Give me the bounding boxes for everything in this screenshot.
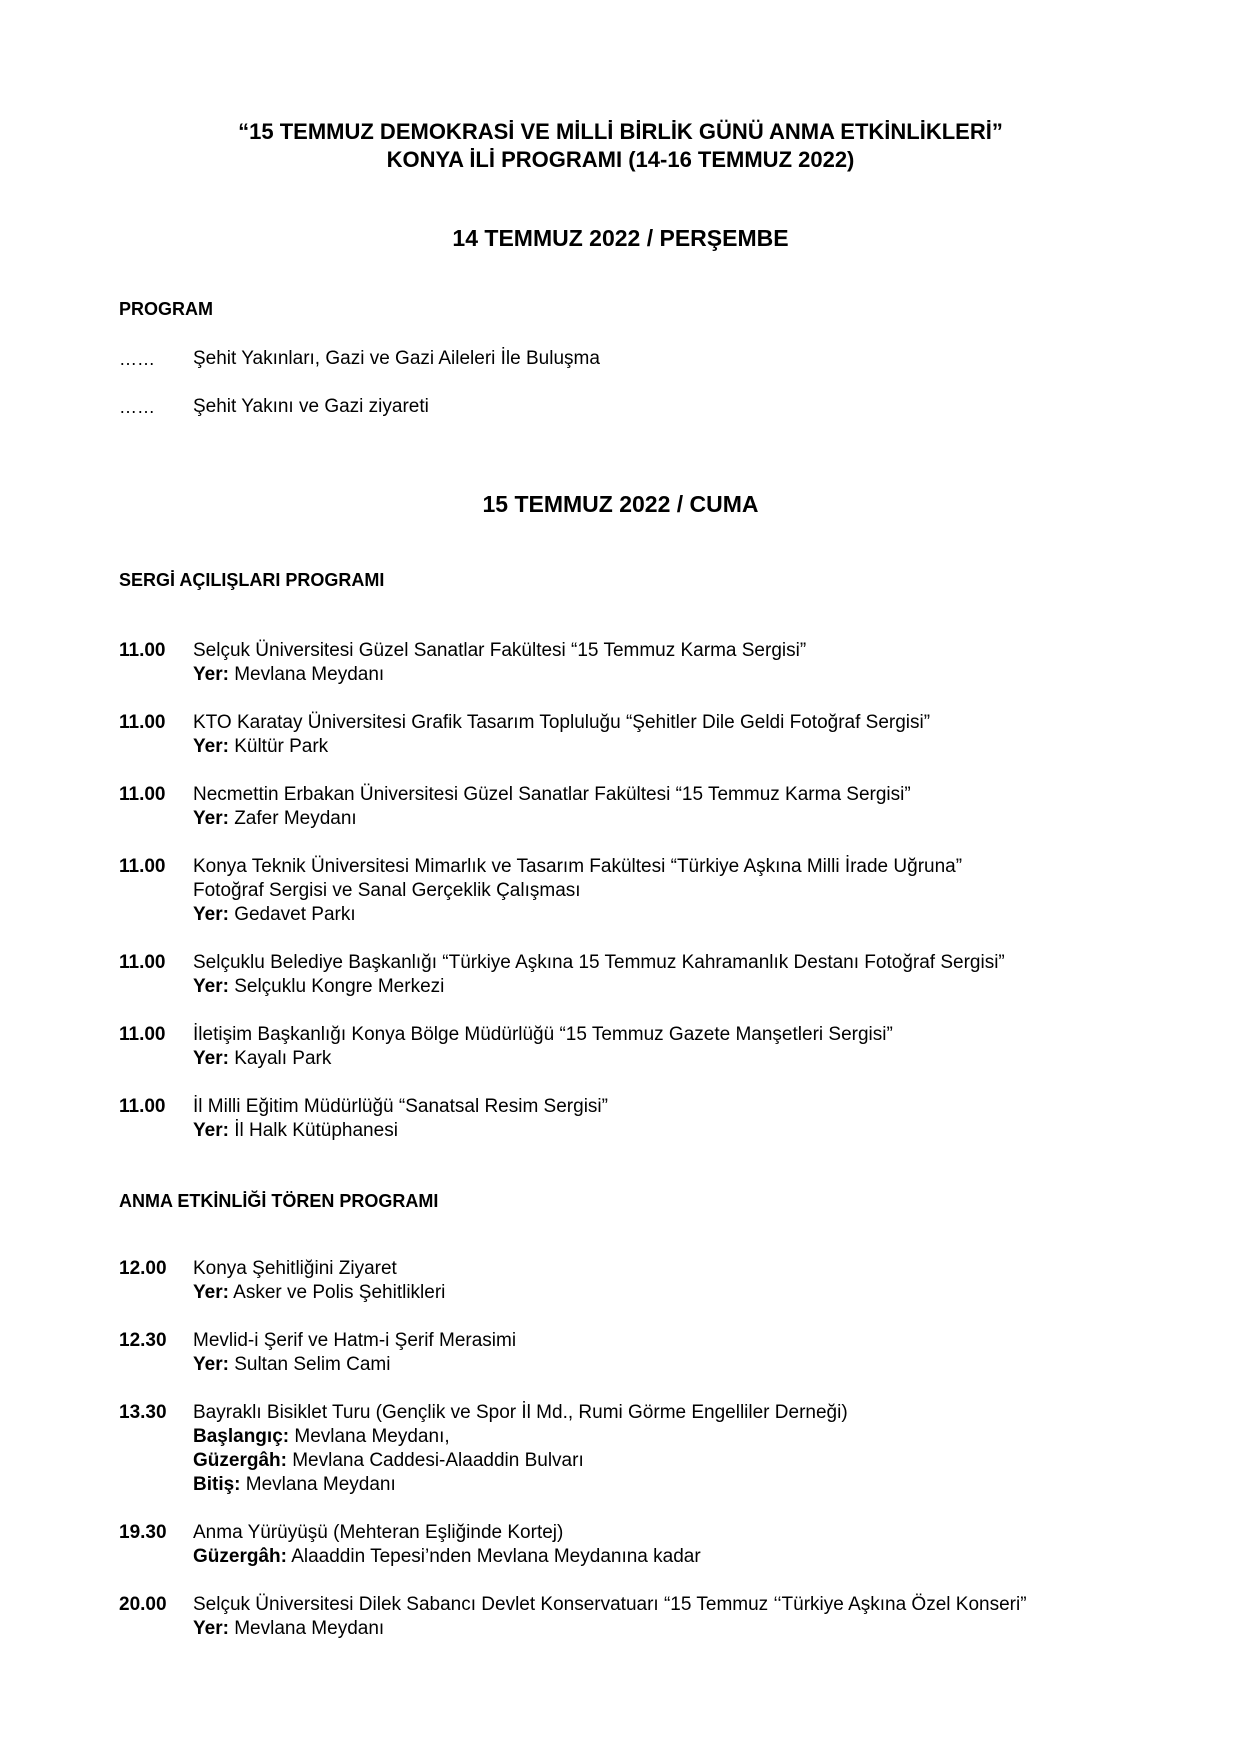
entry-time: 11.00 (119, 1024, 166, 1045)
entry-time: 11.00 (119, 1096, 166, 1117)
entry-location: Zafer Meydanı (234, 808, 357, 829)
entry-label: Yer: (193, 736, 229, 757)
entry-time: 11.00 (119, 856, 166, 877)
entry-location: Selçuklu Kongre Merkezi (234, 976, 445, 997)
entry-time: 11.00 (119, 784, 166, 805)
entry-label: Güzergâh: (193, 1546, 287, 1567)
entry-location: Sultan Selim Cami (234, 1354, 391, 1375)
day1-section-title: PROGRAM (119, 299, 213, 319)
ceremony-section-title: ANMA ETKİNLİĞİ TÖREN PROGRAMI (119, 1191, 439, 1211)
entry-description: İl Milli Eğitim Müdürlüğü “Sanatsal Resim Sergisi” (193, 1096, 608, 1117)
entry-location: Kültür Park (234, 736, 329, 757)
entry-time: 19.30 (119, 1522, 167, 1543)
entry-label: Yer: (193, 1618, 229, 1639)
entry-label: Başlangıç: (193, 1426, 290, 1447)
entry-label: Yer: (193, 1048, 229, 1069)
entry-label: Yer: (193, 1120, 229, 1141)
entry-time: 20.00 (119, 1594, 167, 1615)
entry-description: Konya Teknik Üniversitesi Mimarlık ve Tasarım Fakültesi “Türkiye Aşkına Milli İrade Uğruna” (193, 856, 963, 877)
entry-description: Selçuk Üniversitesi Güzel Sanatlar Fakültesi “15 Temmuz Karma Sergisi” (193, 640, 807, 661)
entry-time: 11.00 (119, 952, 166, 973)
list-item: Şehit Yakını ve Gazi ziyareti (193, 396, 429, 417)
entry-location: Asker ve Polis Şehitlikleri (233, 1282, 446, 1303)
entry-description: İletişim Başkanlığı Konya Bölge Müdürlüğü “15 Temmuz Gazete Manşetleri Sergisi” (193, 1024, 893, 1045)
entry-description: Selçuk Üniversitesi Dilek Sabancı Devlet Konservatuarı “15 Temmuz ‘‘Türkiye Aşkına Özel Konseri” (193, 1594, 1027, 1615)
entry-label: Yer: (193, 808, 229, 829)
document-title-line1: “15 TEMMUZ DEMOKRASİ VE MİLLİ BİRLİK GÜNÜ ANMA ETKİNLİKLERİ” (238, 119, 1003, 144)
entry-location: Mevlana Meydanı (234, 1618, 385, 1639)
entry-description: Anma Yürüyüşü (Mehteran Eşliğinde Kortej) (193, 1522, 564, 1543)
entry-label: Yer: (193, 1354, 229, 1375)
entry-label: Yer: (193, 904, 229, 925)
entry-label: Yer: (193, 1282, 229, 1303)
entry-description: Selçuklu Belediye Başkanlığı “Türkiye Aşkına 15 Temmuz Kahramanlık Destanı Fotoğraf Sergisi” (193, 952, 1005, 973)
entry-location: Kayalı Park (234, 1048, 332, 1069)
entry-time: 11.00 (119, 712, 166, 733)
day2-heading: 15 TEMMUZ 2022 / CUMA (482, 491, 759, 517)
entry-description: Necmettin Erbakan Üniversitesi Güzel Sanatlar Fakültesi “15 Temmuz Karma Sergisi” (193, 784, 911, 805)
list-item-marker: …… (119, 397, 155, 417)
entry-route: Alaaddin Tepesi’nden Mevlana Meydanına kadar (291, 1546, 701, 1567)
entry-route: Mevlana Caddesi-Alaaddin Bulvarı (292, 1450, 584, 1471)
entry-label: Yer: (193, 976, 229, 997)
day1-heading: 14 TEMMUZ 2022 / PERŞEMBE (452, 225, 789, 251)
entry-label: Yer: (193, 664, 229, 685)
entry-description: KTO Karatay Üniversitesi Grafik Tasarım Topluluğu “Şehitler Dile Geldi Fotoğraf Sergisi” (193, 712, 931, 733)
entry-time: 11.00 (119, 640, 166, 661)
exhibitions-section-title: SERGİ AÇILIŞLARI PROGRAMI (119, 570, 385, 590)
entry-description: Mevlid-i Şerif ve Hatm-i Şerif Merasimi (193, 1330, 517, 1351)
entry-label: Güzergâh: (193, 1450, 287, 1471)
list-item-marker: …… (119, 349, 155, 369)
entry-description-cont: Fotoğraf Sergisi ve Sanal Gerçeklik Çalışması (193, 880, 581, 901)
entry-end-location: Mevlana Meydanı (245, 1474, 396, 1495)
entry-time: 12.00 (119, 1258, 167, 1279)
entry-description: Bayraklı Bisiklet Turu (Gençlik ve Spor İl Md., Rumi Görme Engelliler Derneği) (193, 1402, 848, 1423)
entry-time: 12.30 (119, 1330, 167, 1351)
entry-location: İl Halk Kütüphanesi (234, 1120, 398, 1141)
entry-label: Bitiş: (193, 1474, 241, 1495)
entry-time: 13.30 (119, 1402, 167, 1423)
list-item: Şehit Yakınları, Gazi ve Gazi Aileleri İle Buluşma (193, 348, 600, 369)
entry-description: Konya Şehitliğini Ziyaret (193, 1258, 397, 1279)
entry-location: Gedavet Parkı (234, 904, 356, 925)
document-title-line2: KONYA İLİ PROGRAMI (14-16 TEMMUZ 2022) (386, 147, 855, 172)
entry-location: Mevlana Meydanı (234, 664, 385, 685)
entry-start-location: Mevlana Meydanı, (294, 1426, 450, 1447)
